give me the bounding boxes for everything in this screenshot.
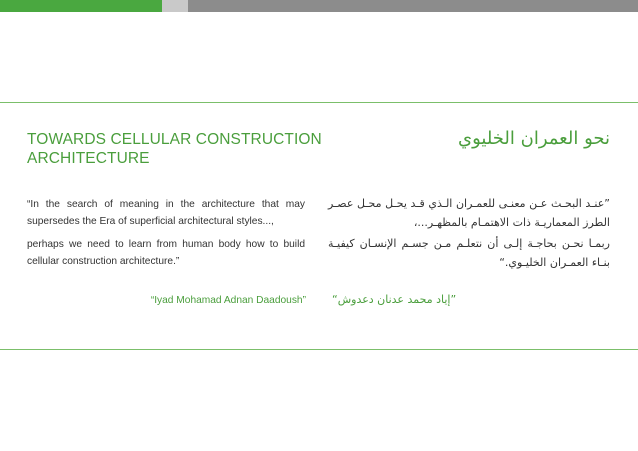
arabic-quote-paragraph-2: ربمـا نحـن بحاجـة إلـى أن نتعلـم مـن جسـم الإنسـان كيفيـة بنـاء العمـران الخليـوي.“ <box>328 237 610 269</box>
arabic-title: نحو العمران الخليوي <box>458 128 610 149</box>
top-bar-light-segment <box>162 0 188 12</box>
english-title: TOWARDS CELLULAR CONSTRUCTION ARCHITECTURE <box>27 131 322 167</box>
english-author: “Iyad Mohamad Adnan Daadoush” <box>150 295 306 306</box>
arabic-author: ”إياد محمد عدنان دعدوش“ <box>332 293 457 306</box>
arabic-quote-paragraph-1: ”عنـد البحـث عـن معنـى للعمـران الـذي قـد يحـل محـل عصـر الطرز المعماريـة ذات الاهتمـام بالمظهـر...، <box>328 197 610 229</box>
english-quote-paragraph-2: perhaps we need to learn from human body how to build cellular construction architecture.” <box>27 239 305 267</box>
top-divider <box>0 102 638 103</box>
top-bar-green-segment <box>0 0 162 12</box>
bottom-divider <box>0 349 638 350</box>
english-quote-paragraph-1: “In the search of meaning in the architecture that may supersedes the Era of superficial architectural styles..., <box>27 199 305 227</box>
